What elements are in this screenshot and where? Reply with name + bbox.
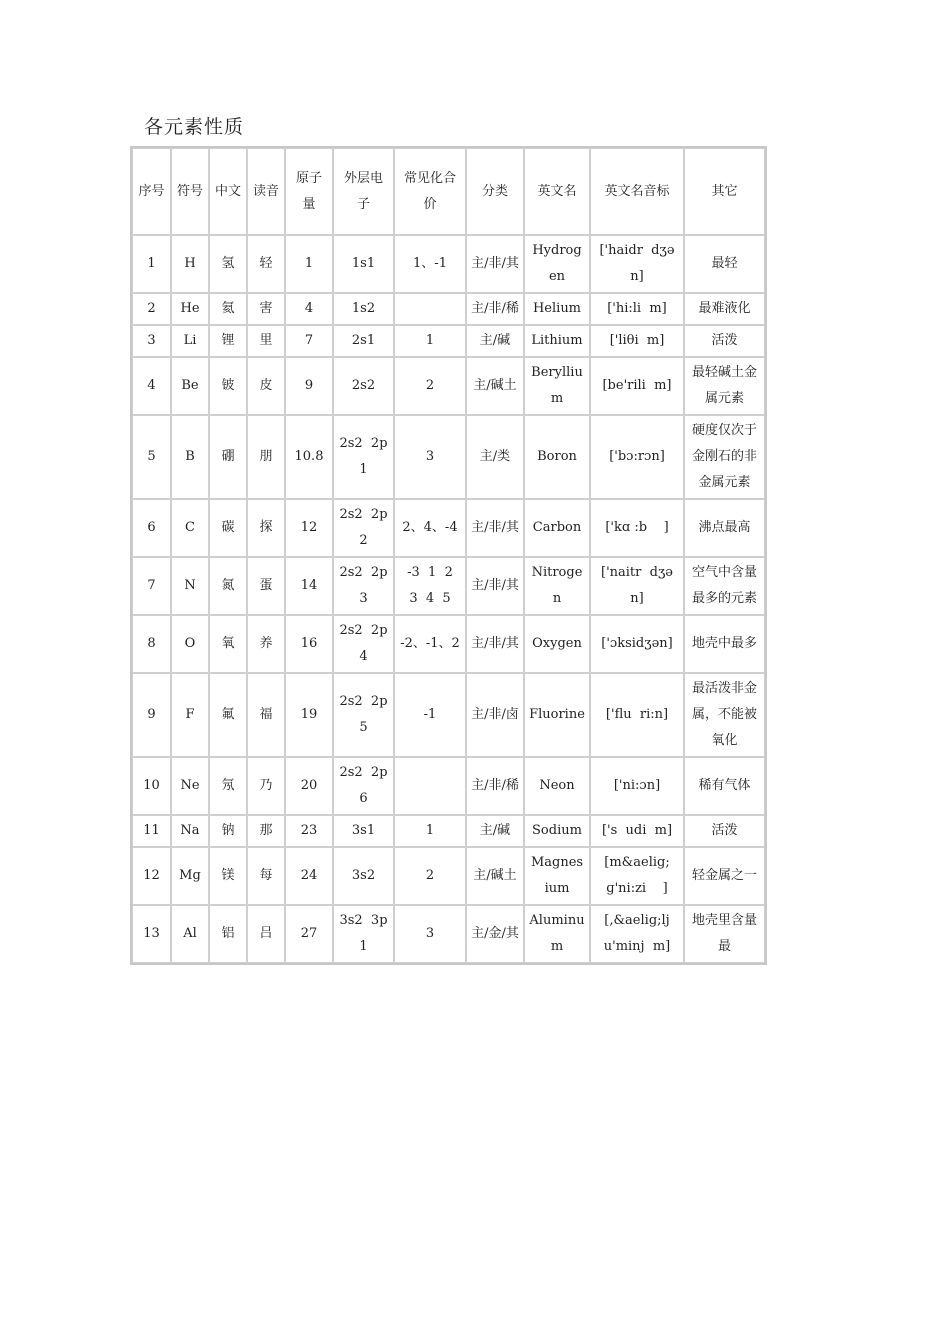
cell-valence: 1、-1 (394, 235, 466, 293)
cell-other: 地壳里含量最 (684, 905, 765, 963)
cell-category: 主/碱土 (466, 847, 524, 905)
cell-valence (394, 293, 466, 325)
page-title: 各元素性质 (144, 116, 245, 138)
header-atomic-mass: 原子量 (285, 148, 333, 235)
cell-valence: -1 (394, 673, 466, 757)
cell-atomic-mass: 14 (285, 557, 333, 615)
header-index: 序号 (132, 148, 171, 235)
table-body (132, 235, 765, 963)
cell-pronunciation: 里 (247, 325, 285, 357)
cell-chinese-name: 镁 (209, 847, 247, 905)
cell-other: 活泼 (684, 815, 765, 847)
cell-index: 2 (132, 293, 171, 325)
header-other: 其它 (684, 148, 765, 235)
cell-english-name: Magnesium (524, 847, 590, 905)
cell-valence: 3 (394, 415, 466, 499)
cell-chinese-name: 锂 (209, 325, 247, 357)
cell-phonetic: ['ɔksidʒən] (590, 615, 684, 673)
cell-phonetic: ['haidr dʒə n] (590, 235, 684, 293)
cell-english-name: Beryllium (524, 357, 590, 415)
cell-chinese-name: 氖 (209, 757, 247, 815)
table-row (132, 615, 765, 673)
cell-category: 主/碱土 (466, 357, 524, 415)
cell-other: 硬度仅次于金刚石的非金属元素 (684, 415, 765, 499)
cell-index: 1 (132, 235, 171, 293)
cell-phonetic: ['naitr dʒə n] (590, 557, 684, 615)
cell-phonetic: ['hi:li m] (590, 293, 684, 325)
cell-symbol: O (171, 615, 209, 673)
header-pronunciation: 读音 (247, 148, 285, 235)
cell-category: 主/类 (466, 415, 524, 499)
table-row (132, 499, 765, 557)
cell-english-name: Sodium (524, 815, 590, 847)
cell-atomic-mass: 9 (285, 357, 333, 415)
table-row (132, 905, 765, 963)
cell-index: 11 (132, 815, 171, 847)
cell-outer-electrons: 1s2 (333, 293, 394, 325)
cell-chinese-name: 氦 (209, 293, 247, 325)
cell-index: 8 (132, 615, 171, 673)
header-symbol: 符号 (171, 148, 209, 235)
table-header-row (132, 148, 765, 235)
cell-atomic-mass: 23 (285, 815, 333, 847)
cell-index: 3 (132, 325, 171, 357)
cell-english-name: Boron (524, 415, 590, 499)
cell-symbol: Ne (171, 757, 209, 815)
cell-chinese-name: 钠 (209, 815, 247, 847)
cell-chinese-name: 铝 (209, 905, 247, 963)
cell-outer-electrons: 2s2 2p3 (333, 557, 394, 615)
cell-chinese-name: 氮 (209, 557, 247, 615)
cell-category: 主/碱 (466, 815, 524, 847)
cell-english-name: Hydrogen (524, 235, 590, 293)
cell-outer-electrons: 2s1 (333, 325, 394, 357)
cell-index: 5 (132, 415, 171, 499)
cell-pronunciation: 每 (247, 847, 285, 905)
cell-valence: 3 (394, 905, 466, 963)
cell-valence: 2 (394, 357, 466, 415)
cell-pronunciation: 乃 (247, 757, 285, 815)
cell-phonetic: ['bɔ:rɔn] (590, 415, 684, 499)
cell-phonetic: ['kɑ :b ] (590, 499, 684, 557)
cell-valence (394, 757, 466, 815)
cell-outer-electrons: 2s2 2p5 (333, 673, 394, 757)
cell-english-name: Aluminum (524, 905, 590, 963)
cell-category: 主/非/其 (466, 557, 524, 615)
cell-symbol: Al (171, 905, 209, 963)
cell-outer-electrons: 2s2 2p2 (333, 499, 394, 557)
cell-valence: 1 (394, 325, 466, 357)
cell-phonetic: ['liθi m] (590, 325, 684, 357)
cell-english-name: Nitrogen (524, 557, 590, 615)
header-outer-electrons: 外层电子 (333, 148, 394, 235)
cell-outer-electrons: 2s2 (333, 357, 394, 415)
table-row (132, 757, 765, 815)
header-english-name: 英文名 (524, 148, 590, 235)
cell-outer-electrons: 1s1 (333, 235, 394, 293)
cell-valence: 2 (394, 847, 466, 905)
cell-outer-electrons: 3s1 (333, 815, 394, 847)
header-category: 分类 (466, 148, 524, 235)
table-row (132, 357, 765, 415)
table-row (132, 847, 765, 905)
cell-index: 9 (132, 673, 171, 757)
cell-outer-electrons: 2s2 2p6 (333, 757, 394, 815)
cell-valence: 2、4、-4 (394, 499, 466, 557)
cell-index: 4 (132, 357, 171, 415)
cell-symbol: Na (171, 815, 209, 847)
cell-category: 主/非/稀 (466, 293, 524, 325)
table-row (132, 325, 765, 357)
element-properties-table (130, 146, 767, 965)
cell-other: 最活泼非金属，不能被氧化 (684, 673, 765, 757)
cell-phonetic: [be'rili m] (590, 357, 684, 415)
cell-valence: -3 1 2 3 4 5 (394, 557, 466, 615)
cell-symbol: Mg (171, 847, 209, 905)
cell-symbol: B (171, 415, 209, 499)
cell-valence: 1 (394, 815, 466, 847)
cell-category: 主/非/稀 (466, 757, 524, 815)
cell-index: 10 (132, 757, 171, 815)
cell-atomic-mass: 1 (285, 235, 333, 293)
cell-category: 主/非/其 (466, 499, 524, 557)
cell-atomic-mass: 4 (285, 293, 333, 325)
cell-symbol: Li (171, 325, 209, 357)
cell-category: 主/金/其 (466, 905, 524, 963)
table-row (132, 815, 765, 847)
cell-symbol: C (171, 499, 209, 557)
cell-other: 最轻 (684, 235, 765, 293)
header-valence: 常见化合价 (394, 148, 466, 235)
cell-phonetic: [,&aelig;lju'minj m] (590, 905, 684, 963)
cell-other: 沸点最高 (684, 499, 765, 557)
cell-symbol: F (171, 673, 209, 757)
header-chinese-name: 中文 (209, 148, 247, 235)
cell-outer-electrons: 2s2 2p1 (333, 415, 394, 499)
cell-other: 稀有气体 (684, 757, 765, 815)
cell-atomic-mass: 20 (285, 757, 333, 815)
table-row (132, 673, 765, 757)
cell-chinese-name: 氧 (209, 615, 247, 673)
cell-chinese-name: 碳 (209, 499, 247, 557)
cell-outer-electrons: 3s2 3p1 (333, 905, 394, 963)
cell-english-name: Oxygen (524, 615, 590, 673)
cell-phonetic: ['flu ri:n] (590, 673, 684, 757)
cell-symbol: H (171, 235, 209, 293)
table-row (132, 415, 765, 499)
cell-other: 轻金属之一 (684, 847, 765, 905)
cell-phonetic: ['s udi m] (590, 815, 684, 847)
cell-index: 12 (132, 847, 171, 905)
cell-atomic-mass: 12 (285, 499, 333, 557)
cell-category: 主/非/其 (466, 235, 524, 293)
cell-atomic-mass: 16 (285, 615, 333, 673)
cell-chinese-name: 氟 (209, 673, 247, 757)
cell-other: 地壳中最多 (684, 615, 765, 673)
cell-valence: -2、-1、2 (394, 615, 466, 673)
header-phonetic: 英文名音标 (590, 148, 684, 235)
cell-other: 空气中含量最多的元素 (684, 557, 765, 615)
cell-english-name: Lithium (524, 325, 590, 357)
cell-symbol: Be (171, 357, 209, 415)
cell-index: 13 (132, 905, 171, 963)
cell-pronunciation: 养 (247, 615, 285, 673)
cell-phonetic: [m&aelig; ɡ'ni:zi ] (590, 847, 684, 905)
cell-pronunciation: 朋 (247, 415, 285, 499)
cell-symbol: N (171, 557, 209, 615)
cell-atomic-mass: 19 (285, 673, 333, 757)
cell-chinese-name: 氢 (209, 235, 247, 293)
table-row (132, 293, 765, 325)
cell-pronunciation: 那 (247, 815, 285, 847)
cell-other: 活泼 (684, 325, 765, 357)
cell-atomic-mass: 24 (285, 847, 333, 905)
cell-atomic-mass: 10.8 (285, 415, 333, 499)
cell-pronunciation: 皮 (247, 357, 285, 415)
cell-index: 6 (132, 499, 171, 557)
cell-phonetic: ['ni:ɔn] (590, 757, 684, 815)
cell-english-name: Helium (524, 293, 590, 325)
cell-pronunciation: 探 (247, 499, 285, 557)
cell-outer-electrons: 2s2 2p4 (333, 615, 394, 673)
cell-chinese-name: 铍 (209, 357, 247, 415)
cell-english-name: Neon (524, 757, 590, 815)
cell-pronunciation: 吕 (247, 905, 285, 963)
cell-pronunciation: 轻 (247, 235, 285, 293)
cell-other: 最难液化 (684, 293, 765, 325)
cell-chinese-name: 硼 (209, 415, 247, 499)
cell-pronunciation: 福 (247, 673, 285, 757)
cell-category: 主/非/卤 (466, 673, 524, 757)
cell-symbol: He (171, 293, 209, 325)
cell-pronunciation: 蛋 (247, 557, 285, 615)
cell-category: 主/碱 (466, 325, 524, 357)
cell-index: 7 (132, 557, 171, 615)
cell-english-name: Fluorine (524, 673, 590, 757)
cell-english-name: Carbon (524, 499, 590, 557)
cell-outer-electrons: 3s2 (333, 847, 394, 905)
cell-pronunciation: 害 (247, 293, 285, 325)
table-row (132, 557, 765, 615)
cell-atomic-mass: 7 (285, 325, 333, 357)
cell-atomic-mass: 27 (285, 905, 333, 963)
table-row (132, 235, 765, 293)
cell-category: 主/非/其 (466, 615, 524, 673)
cell-other: 最轻碱土金属元素 (684, 357, 765, 415)
